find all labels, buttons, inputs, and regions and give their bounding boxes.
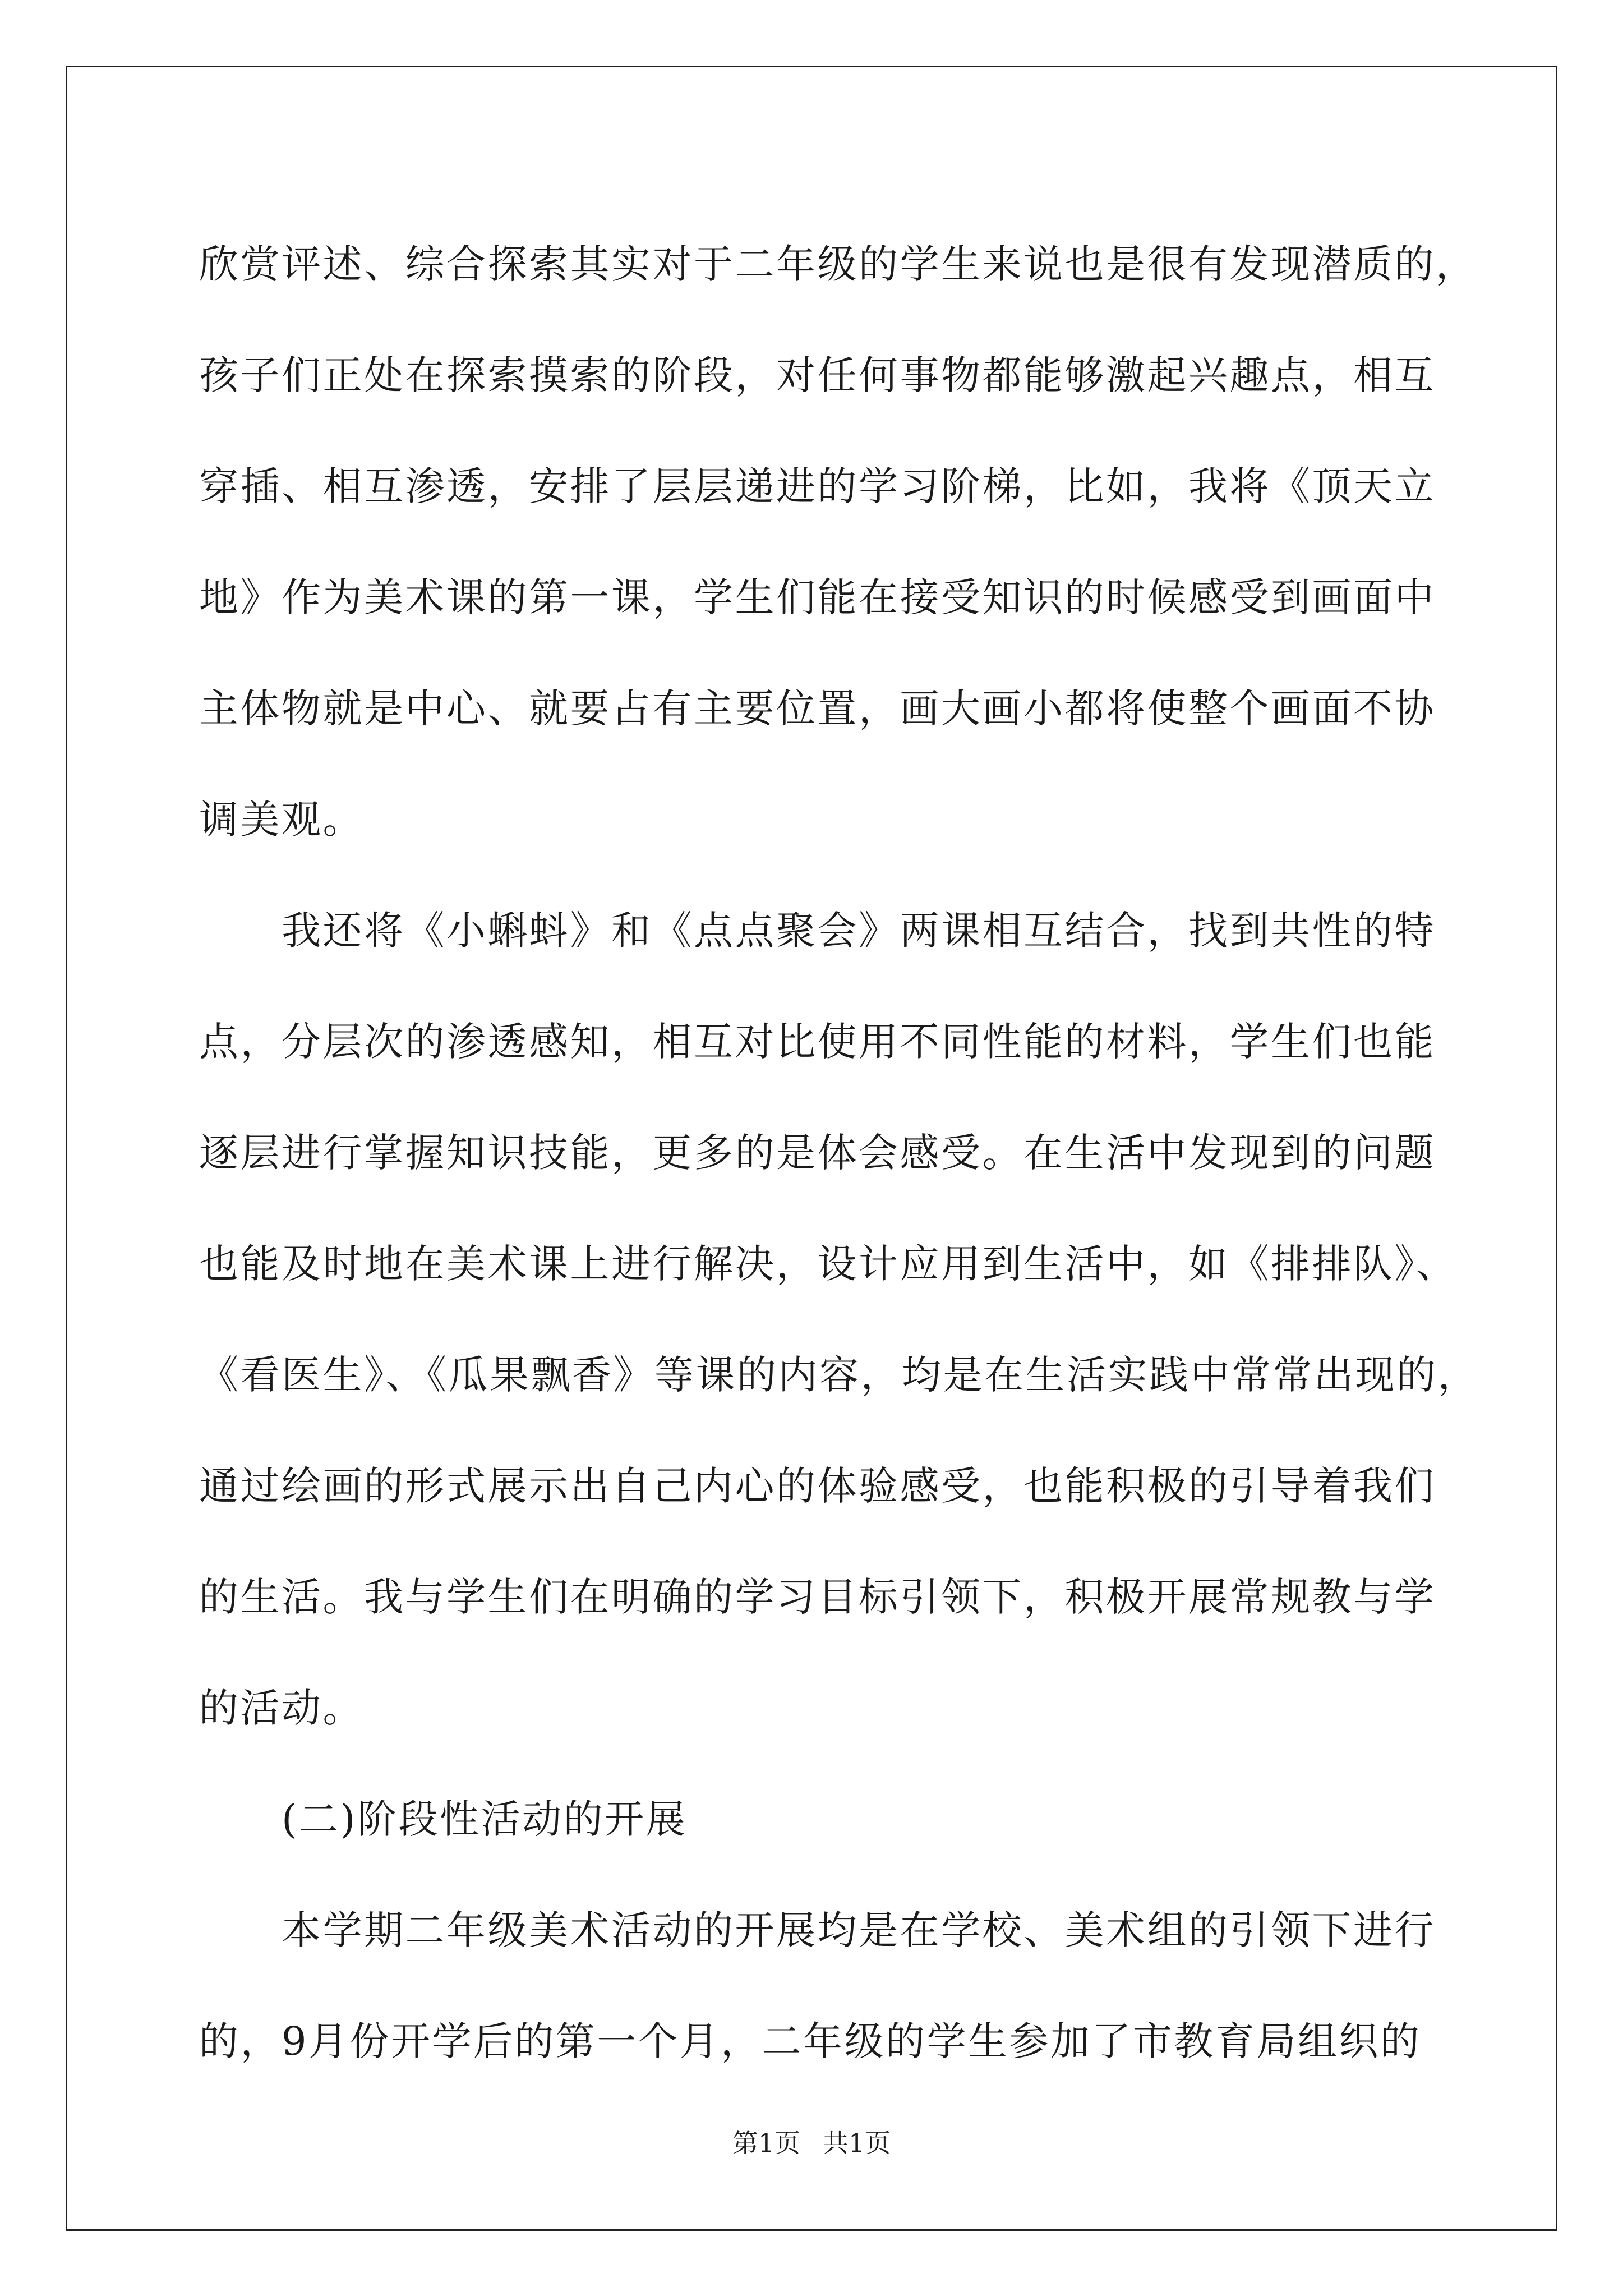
section-heading: (二)阶段性活动的开展: [199, 1796, 688, 1842]
page-footer: [0, 2126, 1623, 2160]
text-line: 调美观。: [199, 797, 364, 843]
text-line: 地》作为美术课的第一课，学生们能在接受知识的时候感受到画面中: [199, 574, 1436, 620]
text-line: 孩子们正处在探索摸索的阶段，对任何事物都能够激起兴趣点，相互: [199, 352, 1436, 398]
text-line: 逐层进行掌握知识技能，更多的是体会感受。在生活中发现到的问题: [199, 1130, 1436, 1176]
text-line: 通过绘画的形式展示出自己内心的体验感受，也能积极的引导着我们: [199, 1463, 1436, 1509]
text-line: 欣赏评述、综合探索其实对于二年级的学生来说也是很有发现潜质的，: [199, 241, 1477, 287]
text-line: 我还将《小蝌蚪》和《点点聚会》两课相互结合，找到共性的特: [199, 908, 1436, 954]
page-number: 第1页: [732, 2128, 800, 2158]
text-line: 主体物就是中心、就要占有主要位置，画大画小都将使整个画面不协: [199, 685, 1436, 731]
text-line: 穿插、相互渗透，安排了层层递进的学习阶梯，比如，我将《顶天立: [199, 463, 1436, 509]
text-line: 的，9月份开学后的第一个月，二年级的学生参加了市教育局组织的: [199, 2018, 1422, 2064]
document-body: [199, 209, 1479, 2097]
text-line: 点，分层次的渗透感知，相互对比使用不同性能的材料，学生们也能: [199, 1019, 1436, 1065]
page-total: 共1页: [823, 2128, 891, 2158]
text-line: 本学期二年级美术活动的开展均是在学校、美术组的引领下进行: [199, 1907, 1436, 1953]
text-line: 的生活。我与学生们在明确的学习目标引领下，积极开展常规教与学: [199, 1574, 1436, 1620]
text-line: 的活动。: [199, 1685, 364, 1731]
text-line: 也能及时地在美术课上进行解决，设计应用到生活中，如《排排队》、: [199, 1241, 1458, 1287]
text-line: 《看医生》、《瓜果飘香》等课的内容，均是在生活实践中常常出现的，: [199, 1352, 1479, 1398]
